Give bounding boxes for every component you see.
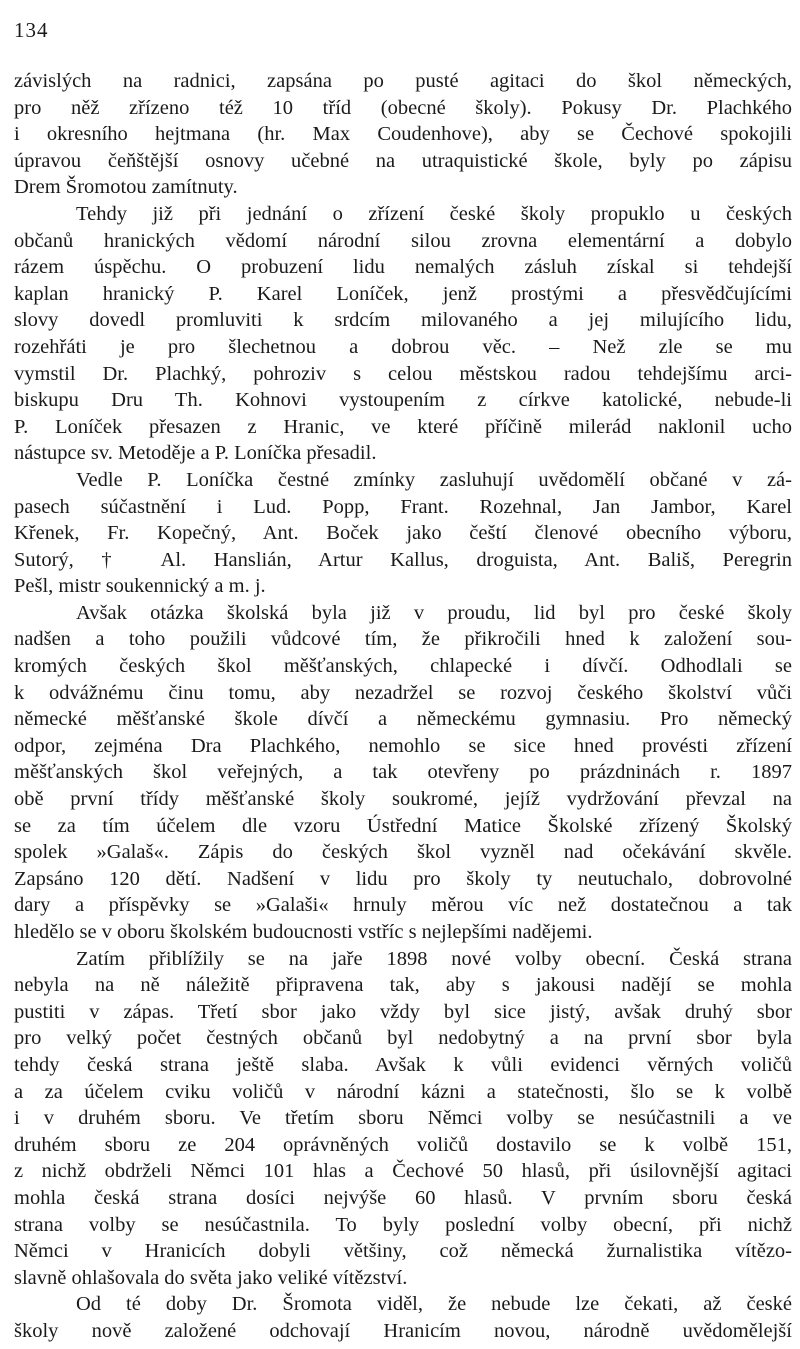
text-line: tehdy česká strana ještě slaba. Avšak k vůli evidenci věrných voličů bbox=[14, 1053, 792, 1076]
text-line: kaplan hranický P. Karel Loníček, jenž prostými a přesvědčujícími bbox=[14, 282, 792, 305]
text-line: strana volby se nesúčastnila. To byly poslední volby obecní, při nichž bbox=[14, 1213, 792, 1236]
text-line: Avšak otázka školská byla již v proudu, lid byl pro české školy bbox=[76, 601, 792, 624]
text-line: pro něž zřízeno též 10 tříd (obecné školy). Pokusy Dr. Plachkého bbox=[14, 96, 792, 119]
text-line: mohla česká strana dosíci nejvýše 60 hlasů. V prvním sboru česká bbox=[14, 1186, 792, 1209]
text-line: závislých na radnici, zapsána po pusté agitaci do škol německých, bbox=[14, 70, 792, 92]
text-line: Vedle P. Loníčka čestné zmínky zasluhují uvědomělí občané v zá- bbox=[76, 468, 792, 491]
text-line: Drem Šromotou zamítnuty. bbox=[14, 176, 238, 199]
text-line: pasech súčastnění i Lud. Popp, Frant. Rozehnal, Jan Jambor, Karel bbox=[14, 495, 792, 518]
text-line: P. Loníček přesazen z Hranic, ve které příčině milerád naklonil ucho bbox=[14, 415, 792, 438]
text-line: Tehdy již při jednání o zřízení české školy propuklo u českých bbox=[76, 202, 792, 225]
text-line: dary a příspěvky se »Galaši« hrnuly měrou víc než dostatečnou a tak bbox=[14, 894, 792, 917]
text-line: rázem úspěchu. O probuzení lidu nemalých zásluh získal si tehdejší bbox=[14, 256, 792, 279]
text-line: a za účelem cviku voličů v národní kázni a statečnosti, šlo se k volbě bbox=[14, 1080, 792, 1103]
text-line: vymstil Dr. Plachký, pohroziv s celou městskou radou tehdejšímu arci- bbox=[14, 362, 792, 385]
text-line: druhém sboru ze 204 oprávněných voličů dostavilo se k volbě 151, bbox=[14, 1133, 792, 1156]
text-line: rozehřáti je pro šlechetnou a dobrou věc. – Než zle se mu bbox=[14, 335, 792, 358]
text-line: spolek »Galaš«. Zápis do českých škol vyzněl nad očekávání skvěle. bbox=[14, 841, 792, 864]
text-line: Zapsáno 120 dětí. Nadšení v lidu pro školy ty neutuchalo, dobrovolné bbox=[14, 867, 792, 890]
text-line: kromých českých škol měšťanských, chlapecké i dívčí. Odhodlali se bbox=[14, 655, 792, 678]
text-line: občanů hranických vědomí národní silou zrovna elementární a dobylo bbox=[14, 229, 792, 252]
text-line: Křenek, Fr. Kopečný, Ant. Boček jako čeští členové obecního výboru, bbox=[14, 522, 792, 545]
text-line: nebyla na ně náležitě připravena tak, aby s jakousi nadějí se mohla bbox=[14, 974, 792, 997]
body-text bbox=[14, 68, 792, 1345]
text-line: z nichž obdrželi Němci 101 hlas a Čechové 50 hlasů, při úsilovnější agitaci bbox=[14, 1160, 792, 1183]
text-line: i v druhém sboru. Ve třetím sboru Němci volby se nesúčastnili a ve bbox=[14, 1107, 792, 1130]
text-line: pro velký počet čestných občanů byl nedobytný a na první sbor byla bbox=[14, 1027, 792, 1050]
text-line: úpravou čeňštější osnovy učebné na utraquistické škole, byly po zápisu bbox=[14, 149, 792, 172]
text-line: Zatím přiblížily se na jaře 1898 nové volby obecní. Česká strana bbox=[76, 947, 792, 970]
text-line: se za tím účelem dle vzoru Ústřední Matice Školské zřízený Školský bbox=[14, 814, 792, 837]
text-line: Němci v Hranicích dobyli většiny, což německá žurnalistika vítězo- bbox=[14, 1240, 792, 1263]
text-line: německé měšťanské škole dívčí a německému gymnasiu. Pro německý bbox=[14, 708, 792, 731]
text-line: nástupce sv. Metoděje a P. Loníčka přesadil. bbox=[14, 442, 377, 465]
text-line: slovy dovedl promluviti k srdcím milovaného a jej milujícího lidu, bbox=[14, 309, 792, 332]
text-line: slavně ohlašovala do světa jako veliké vítězství. bbox=[14, 1266, 408, 1289]
text-line: biskupu Dru Th. Kohnovi vystoupením z církve katolické, nebude-li bbox=[14, 389, 792, 412]
text-line: měšťanských škol veřejných, a tak otevřeny po prázdninách r. 1897 bbox=[14, 761, 792, 784]
text-line: Sutorý, † Al. Hanslián, Artur Kallus, droguista, Ant. Bališ, Peregrin bbox=[14, 548, 792, 571]
text-line: k odvážnému činu tomu, aby nezadržel se rozvoj českého školství vůči bbox=[14, 681, 792, 704]
text-line: odpor, zejména Dra Plachkého, nemohlo se sice hned provésti zřízení bbox=[14, 734, 792, 757]
text-line: obě první třídy měšťanské školy soukromé, jejíž vydržování převzal na bbox=[14, 788, 792, 811]
text-line: hledělo se v oboru školském budoucnosti vstříc s nejlepšími nadějemi. bbox=[14, 921, 593, 943]
page-number: 134 bbox=[14, 18, 49, 42]
text-line: nadšen a toho použili vůdcové tím, že přikročili hned k založení sou- bbox=[14, 628, 792, 651]
text-line: Od té doby Dr. Šromota viděl, že nebude lze čekati, až české bbox=[76, 1293, 792, 1316]
text-line: pustiti v zápas. Třetí sbor jako vždy byl sice jistý, avšak druhý sbor bbox=[14, 1000, 792, 1023]
text-line: Pešl, mistr soukennický a m. j. bbox=[14, 575, 266, 598]
text-line: i okresního hejtmana (hr. Max Coudenhove), aby se Čechové spokojili bbox=[14, 123, 792, 146]
text-line: školy nově založené odchovají Hranicím novou, národně uvědomělejší bbox=[14, 1319, 792, 1342]
